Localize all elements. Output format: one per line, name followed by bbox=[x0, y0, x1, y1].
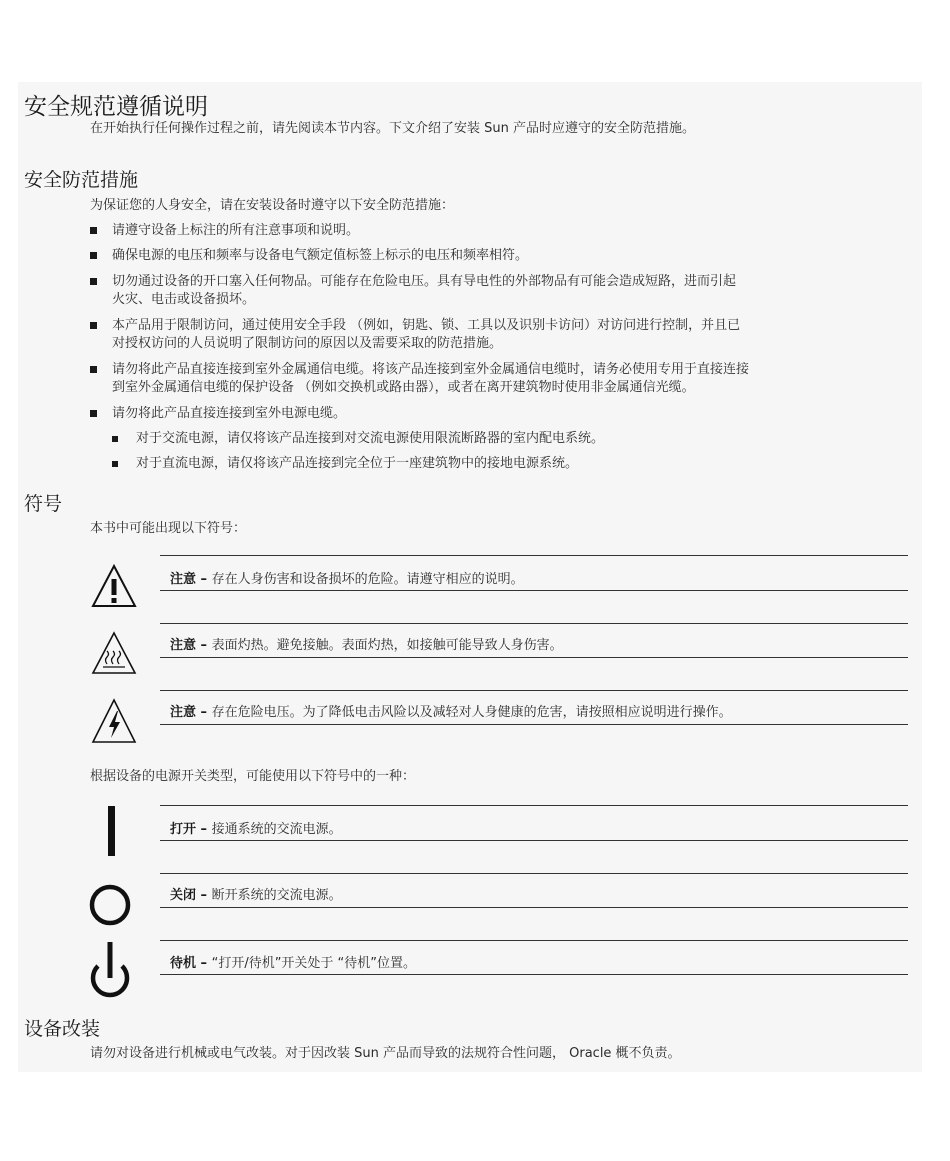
divider bbox=[160, 974, 908, 975]
bullet-square-icon bbox=[90, 322, 97, 329]
power-off-icon bbox=[88, 883, 132, 927]
modification-text: 请勿对设备进行机械或电气改装。对于因改装 Sun 产品而导致的法规符合性问题， Oracle 概不负责。 bbox=[90, 1046, 681, 1061]
symbols-lead: 本书中可能出现以下符号： bbox=[90, 521, 247, 536]
power-text: 待机 – “打开/待机”开关处于 “待机”位置。 bbox=[170, 956, 417, 971]
hot-surface-icon bbox=[90, 630, 138, 676]
symbols-heading: 符号 bbox=[24, 493, 63, 515]
divider bbox=[160, 590, 908, 591]
page-title: 安全规范遵循说明 bbox=[24, 94, 208, 120]
caution-text: 注意 – 存在人身伤害和设备损坏的危险。请遵守相应的说明。 bbox=[170, 572, 524, 587]
divider bbox=[160, 940, 908, 941]
bullet-square-icon bbox=[90, 366, 97, 373]
divider bbox=[160, 840, 908, 841]
caution-exclamation-icon bbox=[90, 563, 138, 609]
divider bbox=[160, 805, 908, 806]
bullet-square-icon bbox=[90, 252, 97, 259]
intro-text: 在开始执行任何操作过程之前，请先阅读本节内容。下文介绍了安装 Sun 产品时应遵守的安全防范措施。 bbox=[90, 121, 695, 136]
divider bbox=[160, 907, 908, 908]
standby-icon bbox=[86, 940, 134, 1000]
divider bbox=[160, 873, 908, 874]
bullet-square-icon bbox=[112, 436, 118, 442]
bullet-square-icon bbox=[90, 410, 97, 417]
power-text: 打开 – 接通系统的交流电源。 bbox=[170, 822, 342, 837]
divider bbox=[160, 690, 908, 691]
power-on-icon bbox=[104, 806, 120, 856]
modification-heading: 设备改装 bbox=[24, 1018, 101, 1040]
caution-text: 注意 – 存在危险电压。为了降低电击风险以及减轻对人身健康的危害，请按照相应说明进行操作。 bbox=[170, 705, 732, 720]
divider bbox=[160, 623, 908, 624]
bullet-square-icon bbox=[112, 461, 118, 467]
safety-lead: 为保证您的人身安全，请在安装设备时遵守以下安全防范措施： bbox=[90, 198, 455, 213]
divider bbox=[160, 555, 908, 556]
divider bbox=[160, 657, 908, 658]
power-lead: 根据设备的电源开关类型，可能使用以下符号中的一种： bbox=[90, 769, 416, 784]
safety-heading: 安全防范措施 bbox=[24, 169, 139, 191]
divider bbox=[160, 724, 908, 725]
bullet-square-icon bbox=[90, 227, 97, 234]
bullet-square-icon bbox=[90, 278, 97, 285]
caution-text: 注意 – 表面灼热。避免接触。表面灼热，如接触可能导致人身伤害。 bbox=[170, 638, 563, 653]
power-text: 关闭 – 断开系统的交流电源。 bbox=[170, 888, 342, 903]
high-voltage-icon bbox=[90, 697, 138, 745]
